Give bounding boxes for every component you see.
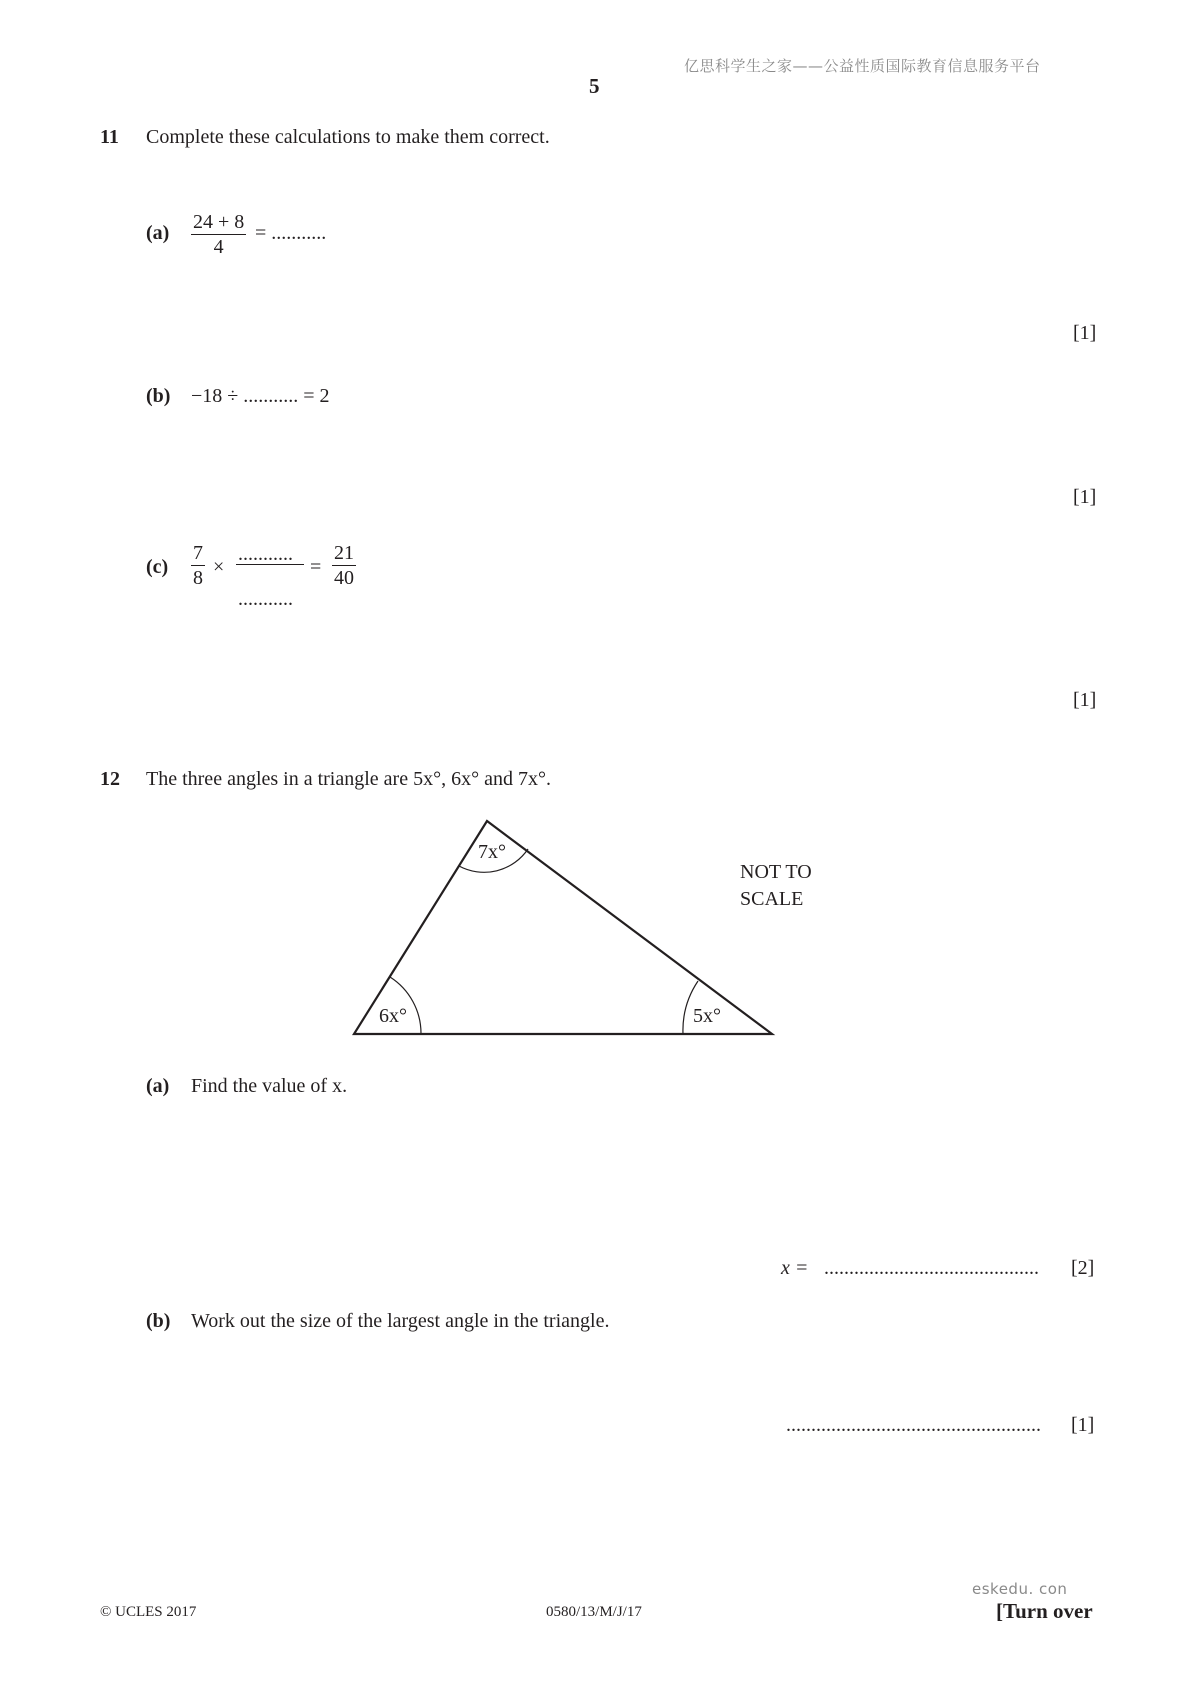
question-12a-prompt: Find the value of x.	[191, 1075, 348, 1097]
question-number-11: 11	[100, 126, 119, 148]
site-watermark: eskedu. con	[972, 1580, 1068, 1598]
part-label-12b: (b)	[146, 1310, 171, 1332]
turn-over-label: [Turn over	[996, 1599, 1093, 1623]
answer-line-12b[interactable]: ...................................................	[786, 1414, 1041, 1436]
paper-code: 0580/13/M/J/17	[546, 1604, 642, 1620]
question-12b-prompt: Work out the size of the largest angle in the triangle.	[191, 1310, 610, 1332]
marks-11a: [1]	[1073, 322, 1097, 344]
page-number: 5	[589, 74, 600, 98]
fraction-11a-numerator: 24 + 8	[193, 211, 245, 233]
not-to-scale-line2: SCALE	[740, 888, 804, 910]
copyright-text: © UCLES 2017	[100, 1604, 197, 1620]
question-11-prompt: Complete these calculations to make them correct.	[146, 126, 550, 148]
expression-11b[interactable]: −18 ÷ ........... = 2	[191, 385, 330, 407]
question-12-prompt: The three angles in a triangle are 5x°, 6x° and 7x°.	[146, 768, 551, 790]
angle-label-top: 7x°	[478, 841, 506, 863]
part-label-12a: (a)	[146, 1075, 170, 1097]
answer-blank-11a[interactable]: = ...........	[255, 222, 327, 244]
angle-label-right: 5x°	[693, 1005, 721, 1027]
answer-line-12a[interactable]: ...........................................	[824, 1257, 1039, 1279]
times-sign: ×	[213, 556, 225, 578]
fraction-11c-left-numerator: 7	[193, 542, 203, 564]
fraction-11c-right-numerator: 21	[334, 542, 354, 564]
answer-prefix-12a: x =	[781, 1257, 809, 1279]
fraction-11c-left-denominator: 8	[193, 567, 203, 589]
triangle-shape	[354, 821, 772, 1034]
equals-sign-11c: =	[310, 556, 322, 578]
answer-blank-11c-denominator[interactable]: ...........	[238, 588, 293, 610]
part-label-11a: (a)	[146, 222, 170, 244]
marks-12a: [2]	[1071, 1257, 1095, 1279]
marks-11c: [1]	[1073, 689, 1097, 711]
not-to-scale-line1: NOT TO	[740, 861, 812, 883]
part-label-11c: (c)	[146, 556, 169, 578]
angle-label-left: 6x°	[379, 1005, 407, 1027]
fraction-11a-denominator: 4	[213, 236, 224, 258]
question-number-12: 12	[100, 768, 120, 790]
answer-blank-11c-numerator[interactable]: ...........	[238, 543, 293, 565]
fraction-11c-right-denominator: 40	[334, 567, 354, 589]
marks-11b: [1]	[1073, 486, 1097, 508]
watermark-text: 亿思科学生之家——公益性质国际教育信息服务平台	[684, 57, 1041, 75]
part-label-11b: (b)	[146, 385, 171, 407]
marks-12b: [1]	[1071, 1414, 1095, 1436]
